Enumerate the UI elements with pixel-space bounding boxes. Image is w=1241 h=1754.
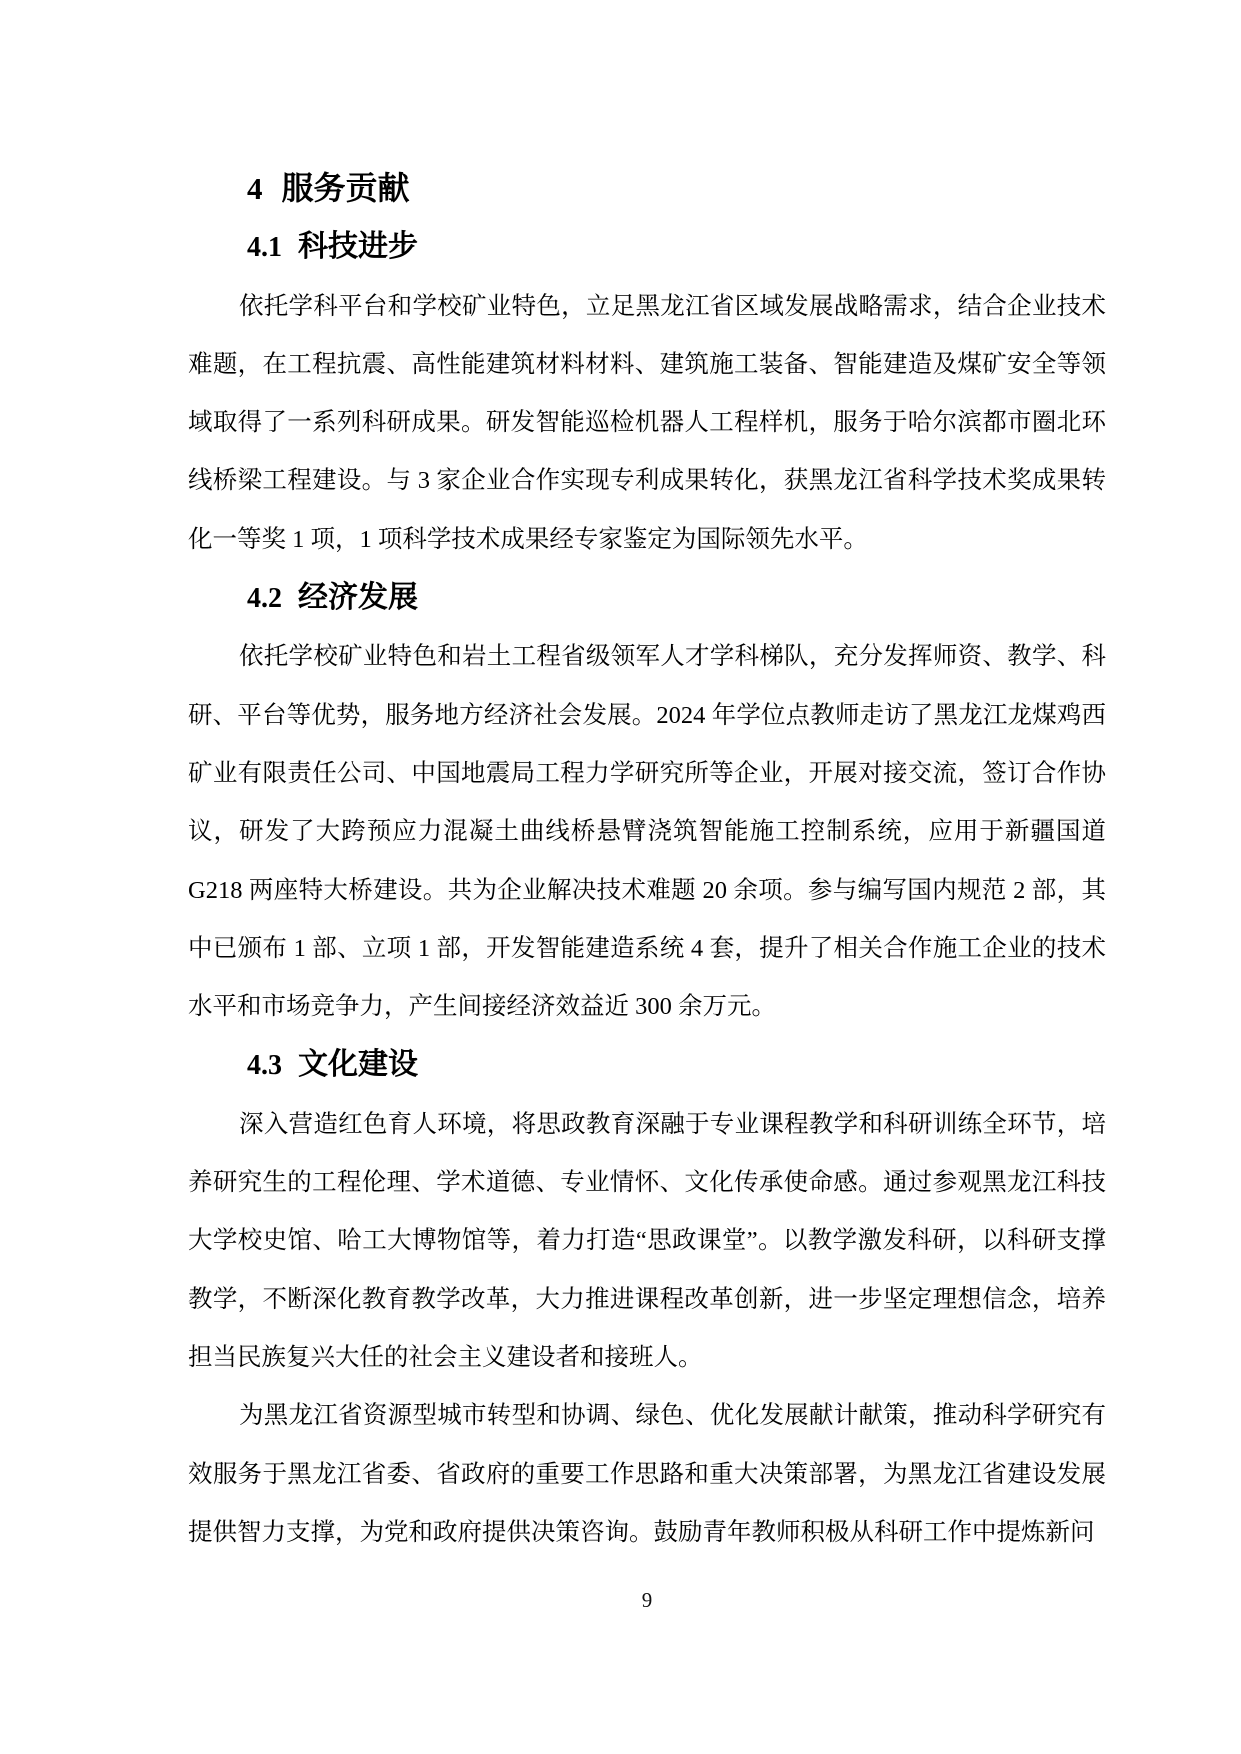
heading-title: 文化建设: [298, 1048, 418, 1082]
page-number: 9: [641, 1588, 653, 1612]
heading-number: 4.3: [247, 1050, 282, 1082]
paragraph-science-progress: 依托学科平台和学校矿业特色，立足黑龙江省区域发展战略需求，结合企业技术难题，在工程抗震、高性能建筑材料材料、建筑施工装备、智能建造及煤矿安全等领域取得了一系列科研成果。研发智能巡检机器人工程样机，服务于哈尔滨都市圈北环线桥梁工程建设。与 3 家企业合作实现专利成果转化，获黑龙江省科学技术奖成果转化一等奖 1 项，1 项科学技术成果经专家鉴定为国际领先水平。: [188, 292, 1106, 553]
heading-title: 科技进步: [298, 230, 418, 264]
heading-economic-development: [188, 569, 1106, 628]
heading-science-progress: [188, 218, 1106, 277]
paragraph-policy-advisory: 为黑龙江省资源型城市转型和协调、绿色、优化发展献计献策，推动科学研究有效服务于黑龙江省委、省政府的重要工作思路和重大决策部署，为黑龙江省建设发展提供智力支撑，为党和政府提供决策咨询。鼓励青年教师积极从科研工作中提炼新问: [188, 1402, 1106, 1546]
paragraph-economic-development: 依托学校矿业特色和岩土工程省级领军人才学科梯队，充分发挥师资、教学、科研、平台等优势，服务地方经济社会发展。2024 年学位点教师走访了黑龙江龙煤鸡西矿业有限责任公司、中国地震局工程力学研究所等企业，开展对接交流，签订合作协议，研发了大跨预应力混凝土曲线桥悬臂浇筑智能施工控制系统，应用于新疆国道 G218 两座特大桥建设。共为企业解决技术难题 20 余项。参与编写国内规范 2 部，其中已颁布 1 部、立项 1 部，开发智能建造系统 4 套，提升了相关合作施工企业的技术水平和市场竞争力，产生间接经济效益近 300 余万元。: [188, 643, 1106, 1021]
heading-culture-building: [188, 1036, 1106, 1095]
page-content: [188, 159, 1106, 1562]
heading-number: 4.1: [247, 232, 282, 264]
heading-number: 4.2: [247, 583, 282, 615]
heading-number: 4: [247, 171, 263, 206]
heading-services-contribution: [188, 159, 1106, 218]
heading-title: 服务贡献: [281, 170, 410, 206]
heading-title: 经济发展: [298, 581, 418, 615]
paragraph-culture-building: 深入营造红色育人环境，将思政教育深融于专业课程教学和科研训练全环节，培养研究生的工程伦理、学术道德、专业情怀、文化传承使命感。通过参观黑龙江科技大学校史馆、哈工大博物馆等，着力打造“思政课堂”。以教学激发科研，以科研支撑教学，不断深化教育教学改革，大力推进课程改革创新，进一步坚定理想信念，培养担当民族复兴大任的社会主义建设者和接班人。: [188, 1110, 1106, 1371]
